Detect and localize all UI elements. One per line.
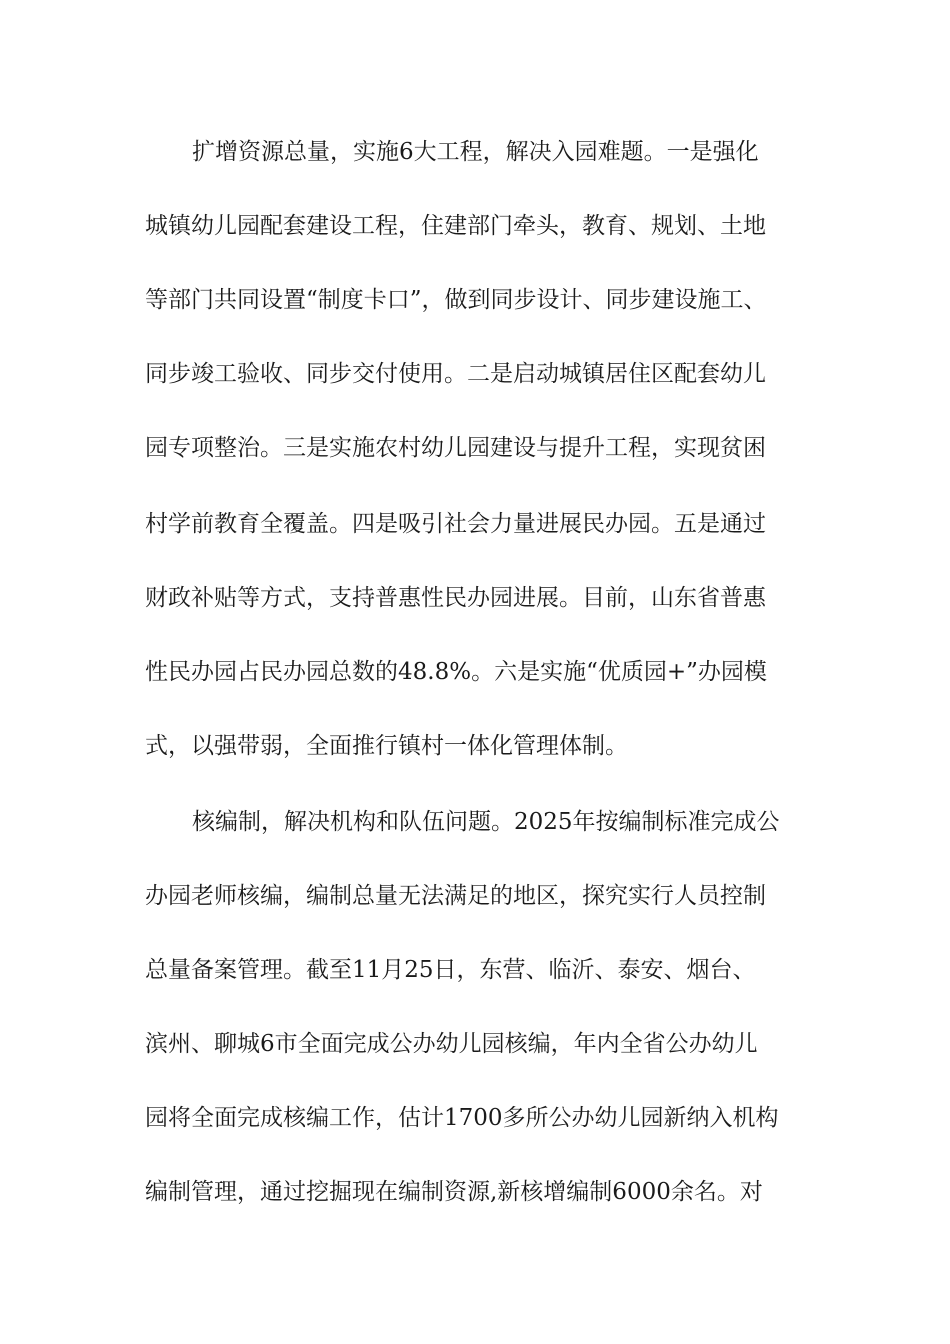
paragraph-1-line-9 bbox=[0, 728, 950, 764]
paragraph-2-line-5 bbox=[0, 1100, 950, 1136]
text-line: 财政补贴等方式，支持普惠性民办园进展。目前，山东省普惠 bbox=[145, 585, 766, 611]
paragraph-2-line-3 bbox=[0, 952, 950, 988]
text-line: 同步竣工验收、同步交付使用。二是启动城镇居住区配套幼儿 bbox=[145, 361, 766, 387]
paragraph-1-line-1 bbox=[0, 134, 950, 170]
paragraph-2-line-4 bbox=[0, 1026, 950, 1062]
text-line: 核编制，解决机构和队伍问题。2025年按编制标准完成公 bbox=[192, 809, 780, 835]
paragraph-2-line-1 bbox=[0, 804, 950, 840]
paragraph-2-line-6 bbox=[0, 1174, 950, 1210]
text-line: 办园老师核编，编制总量无法满足的地区，探究实行人员控制 bbox=[145, 883, 766, 909]
paragraph-1-line-6 bbox=[0, 506, 950, 542]
paragraph-1-line-2 bbox=[0, 208, 950, 244]
paragraph-1-line-5 bbox=[0, 430, 950, 466]
text-line: 总量备案管理。截至11月25日，东营、临沂、泰安、烟台、 bbox=[145, 957, 756, 983]
text-line: 等部门共同设置“制度卡口”，做到同步设计、同步建设施工、 bbox=[145, 287, 767, 313]
text-line: 性民办园占民办园总数的48.8%。六是实施“优质园+”办园模 bbox=[145, 659, 767, 685]
text-line: 城镇幼儿园配套建设工程，住建部门牵头，教育、规划、土地 bbox=[145, 213, 766, 239]
paragraph-1-line-8 bbox=[0, 654, 950, 690]
text-line: 扩增资源总量，实施6大工程，解决入园难题。一是强化 bbox=[192, 139, 759, 165]
paragraph-1-line-3 bbox=[0, 282, 950, 318]
text-line: 式，以强带弱，全面推行镇村一体化管理体制。 bbox=[145, 733, 628, 759]
paragraph-1-line-7 bbox=[0, 580, 950, 616]
text-line: 滨州、聊城6市全面完成公办幼儿园核编，年内全省公办幼儿 bbox=[145, 1031, 758, 1057]
text-line: 园将全面完成核编工作，估计1700多所公办幼儿园新纳入机构 bbox=[145, 1105, 779, 1131]
paragraph-2-line-2 bbox=[0, 878, 950, 914]
text-line: 村学前教育全覆盖。四是吸引社会力量进展民办园。五是通过 bbox=[145, 511, 766, 537]
text-line: 园专项整治。三是实施农村幼儿园建设与提升工程，实现贫困 bbox=[145, 435, 766, 461]
paragraph-1-line-4 bbox=[0, 356, 950, 392]
text-line: 编制管理，通过挖掘现在编制资源,新核增编制6000余名。对 bbox=[145, 1179, 763, 1205]
